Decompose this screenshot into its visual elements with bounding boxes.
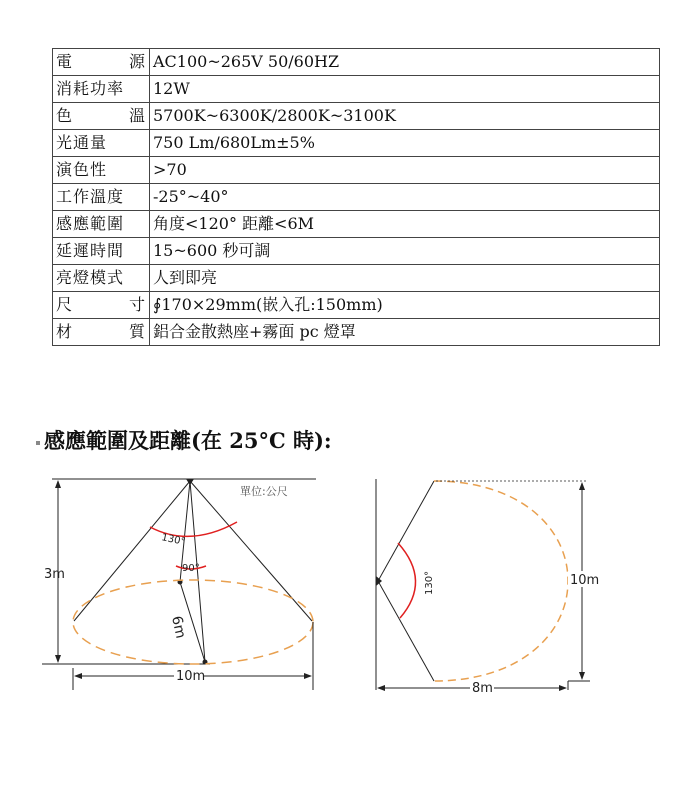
spec-label: 電 源 <box>53 49 150 76</box>
right-side-diagram <box>376 479 600 696</box>
spec-label: 演色性 <box>53 157 150 184</box>
right-angle-label: 130° <box>424 570 435 595</box>
right-angle-arc <box>398 543 416 618</box>
spec-value: 750 Lm/680Lm±5% <box>150 130 660 157</box>
unit-note: 單位:公尺 <box>240 485 288 498</box>
right-width-label: 8m <box>472 681 493 696</box>
spec-label: 消耗功率 <box>53 76 150 103</box>
spec-value: -25°~40° <box>150 184 660 211</box>
spec-label: 尺 寸 <box>53 292 150 319</box>
spec-label: 感應範圍 <box>53 211 150 238</box>
spec-value: ∮170×29mm(嵌入孔:150mm) <box>150 292 660 319</box>
range-arc <box>434 481 568 681</box>
cone-right-edge <box>190 481 312 621</box>
spec-label: 色 溫 <box>53 103 150 130</box>
spec-value: 12W <box>150 76 660 103</box>
section-heading-text: 感應範圍及距離(在 25°C 時): <box>44 428 332 453</box>
spec-label: 光通量 <box>53 130 150 157</box>
spec-value: 鋁合金散熱座+霧面 pc 燈罩 <box>150 319 660 346</box>
spec-label: 工作溫度 <box>53 184 150 211</box>
right-height-arrow-bottom <box>579 672 585 680</box>
wall-sensor-icon <box>376 576 382 586</box>
spec-value: 人到即亮 <box>150 265 660 292</box>
spec-value: 角度<120° 距離<6M <box>150 211 660 238</box>
spec-value: >70 <box>150 157 660 184</box>
right-height-label: 10m <box>570 573 600 588</box>
right-height-arrow-top <box>579 482 585 490</box>
spec-label: 材 質 <box>53 319 150 346</box>
cone-left-edge <box>74 481 190 621</box>
height-arrow-bottom <box>55 655 61 663</box>
spec-value: 15~600 秒可調 <box>150 238 660 265</box>
spec-value: AC100~265V 50/60HZ <box>150 49 660 76</box>
angle-outer-label: 130° <box>160 532 187 548</box>
spec-label: 亮燈模式 <box>53 265 150 292</box>
height-label: 3m <box>44 567 65 582</box>
right-cone-lower <box>378 581 434 681</box>
width-arrow-right <box>304 673 312 679</box>
width-arrow-left <box>74 673 82 679</box>
spec-label: 延遲時間 <box>53 238 150 265</box>
spec-value: 5700K~6300K/2800K~3100K <box>150 103 660 130</box>
slant-label: 6m <box>168 614 189 640</box>
height-arrow-top <box>55 480 61 488</box>
right-width-arrow-right <box>559 685 567 691</box>
right-cone-upper <box>378 481 434 581</box>
right-width-arrow-left <box>377 685 385 691</box>
angle-inner-label: 90° <box>182 563 200 574</box>
width-label: 10m <box>176 669 206 684</box>
left-cone-diagram <box>42 479 316 690</box>
